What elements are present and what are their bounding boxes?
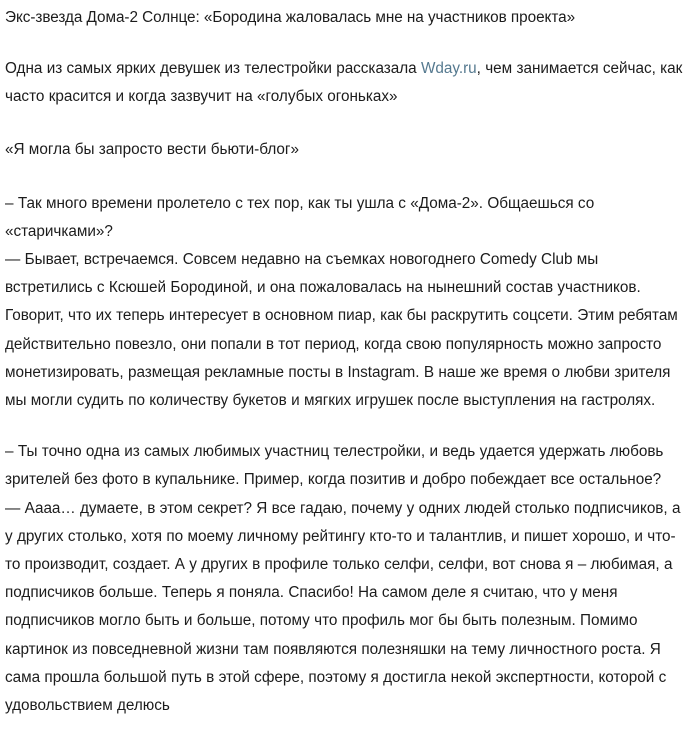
interview-question-1: – Так много времени пролетело с тех пор, как ты ушла с «Дома-2». Общаешься со «старичками»?: [5, 194, 595, 240]
spacer-after-lead: [5, 111, 690, 136]
interview-answer-1: — Бывает, встречаемся. Совсем недавно на съемках новогоднего Comedy Club мы встретились с Ксюшей Бородиной, и она пожаловалась на нынешний состав участников. Говорит, что их теперь интересует в основном пиар, как бы раскрутить соцсети. Этим ребятам действительно повезло, они попали в тот период, когда свою популярность можно запросто монетизировать, размещая рекламные посты в Instagram. В наше же время о любви зрителя мы могли судить по количеству букетов и мягких игрушек после выступления на гастролях.: [5, 251, 678, 410]
interview-answer-2: — Аааа… думаете, в этом секрет? Я все гадаю, почему у одних людей столько подписчиков, а у других столько, хотя по моему личному рейтингу кто-то и талантлив, и пишет хорошо, и что-то производит, создает. А у других в профиле только селфи, селфи, вот снова я – любимая, а подписчиков больше. Теперь я поняла. Спасибо! На самом деле я считаю, что у меня подписчиков могло быть и больше, потому что профиль мог бы быть полезным. Помимо картинок из повседневной жизни там появляются полезняшки на тему личностного роста. Я сама прошла большой путь в этой сфере, поэтому я достигла некой экспертности, которой с удовольствием делюсь: [5, 499, 681, 715]
spacer-after-subhead: [5, 165, 690, 190]
interview-question-2: – Ты точно одна из самых любимых участниц телестройки, и ведь удается удержать любовь зрителей без фото в купальнике. Пример, когда позитив и добро побеждает все остальное?: [5, 443, 664, 489]
lead-text-before-link: Одна из самых ярких девушек из телестройки рассказала: [5, 60, 421, 77]
lead-text-after-link: , чем занимается сейчас, как часто красится и когда зазвучит на «голубых огоньках»: [5, 60, 683, 106]
wday-ru-link[interactable]: Wday.ru: [420, 60, 477, 77]
spacer-between-qa-blocks: [5, 415, 690, 438]
article-lead-paragraph: [5, 55, 690, 111]
spacer-after-headline: [5, 29, 690, 55]
article-headline: Экс-звезда Дома-2 Солнце: «Бородина жаловалась мне на участников проекта»: [5, 9, 576, 26]
article-subheading: «Я могла бы запросто вести бьюти-блог»: [5, 141, 300, 159]
